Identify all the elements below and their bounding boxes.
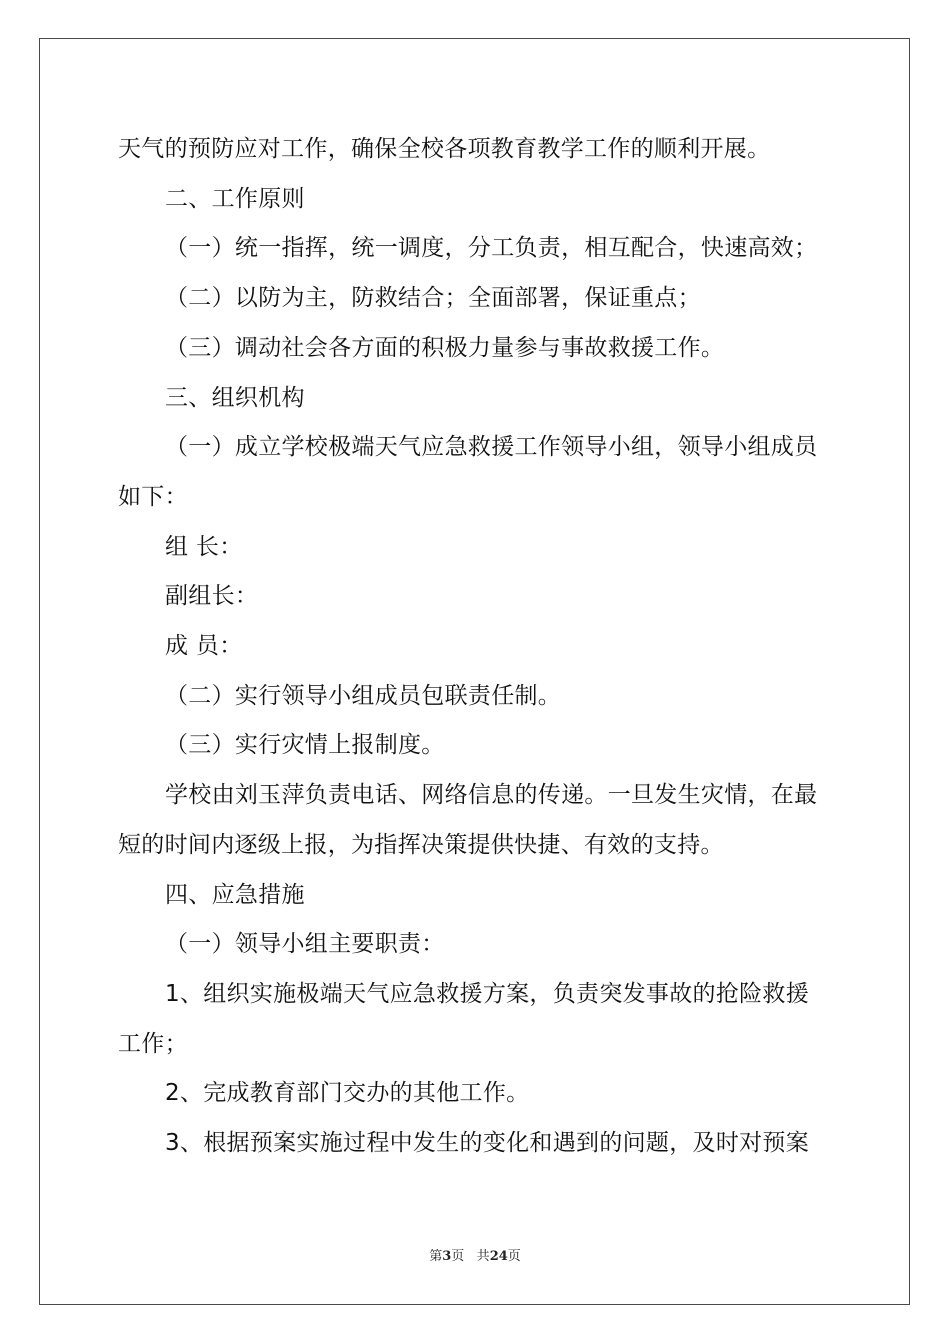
text-line: （三）调动社会各方面的积极力量参与事故救援工作。 [165,334,725,361]
text-line: （三）实行灾情上报制度。 [165,732,445,759]
text-line: 三、组织机构 [165,384,305,411]
text-line: （一）领导小组主要职责： [165,931,445,958]
total-pages: 24 [489,1249,508,1264]
text-line: （一）统一指挥，统一调度，分工负责，相互配合，快速高效； [165,235,818,262]
page-footer [0,1245,950,1264]
text-line: 3、根据预案实施过程中发生的变化和遇到的问题，及时对预案 [165,1130,810,1156]
text-line: 1、组织实施极端天气应急救援方案，负责突发事故的抢险救援 [165,980,810,1007]
text-line: 组 长： [165,533,243,560]
text-line: 如下： [118,483,188,510]
text-line: 工作； [118,1030,188,1057]
text-line: 成 员： [165,633,243,659]
page-suffix: 页 [451,1249,465,1264]
page-border [39,38,910,1305]
text-line: 学校由刘玉萍负责电话、网络信息的传递。一旦发生灾情，在最 [165,782,818,809]
page-number: 3 [442,1249,452,1264]
text-line: （二）以防为主，防救结合；全面部署，保证重点； [165,285,701,312]
text-line: （一）成立学校极端天气应急救援工作领导小组，领导小组成员 [165,434,818,461]
text-line: （二）实行领导小组成员包联责任制。 [165,682,562,709]
total-suffix: 页 [507,1249,521,1264]
text-line: 天气的预防应对工作，确保全校各项教育教学工作的顺利开展。 [118,136,771,162]
text-line: 短的时间内逐级上报，为指挥决策提供快捷、有效的支持。 [118,831,724,858]
text-line: 四、应急措施 [165,881,305,908]
text-line: 二、工作原则 [165,185,305,212]
total-prefix: 共 [476,1249,490,1264]
page-prefix: 第 [429,1249,443,1264]
text-line: 副组长： [165,583,259,610]
text-line: 2、完成教育部门交办的其他工作。 [165,1080,530,1107]
